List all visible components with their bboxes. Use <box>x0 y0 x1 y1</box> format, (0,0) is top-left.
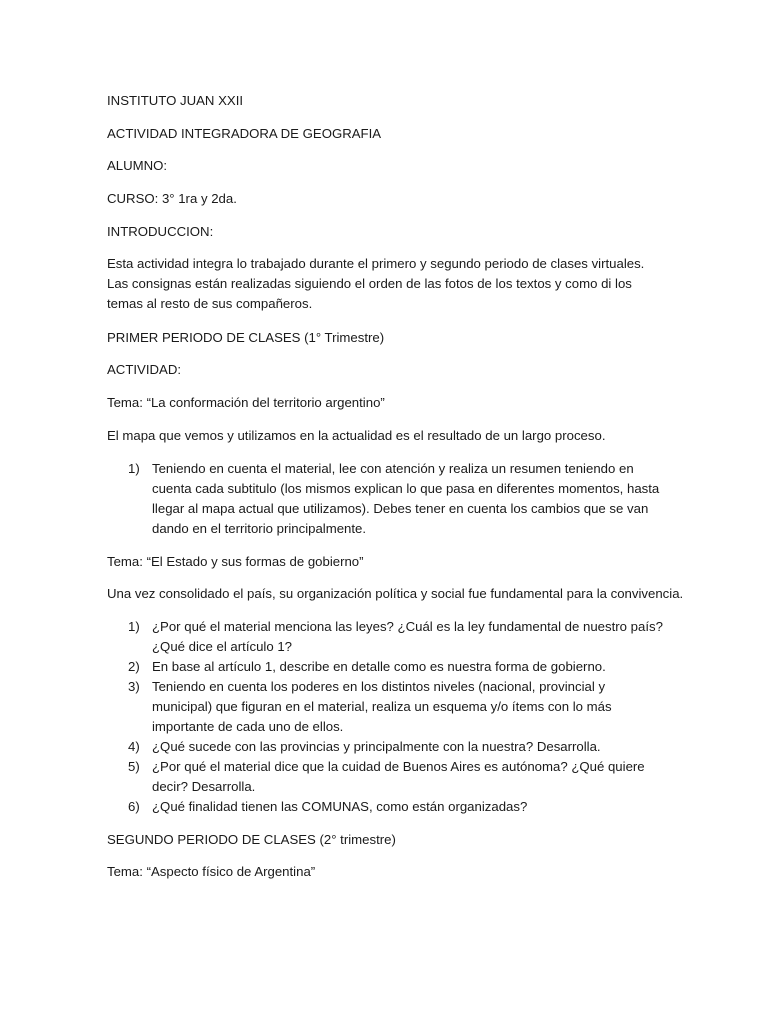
list-item <box>107 677 667 737</box>
list-item-text: ¿Por qué el material menciona las leyes? ¿Cuál es la ley fundamental de nuestro país? ¿Qué dice el artículo 1? <box>152 619 663 654</box>
list-item-text: ¿Qué sucede con las provincias y principalmente con la nuestra? Desarrolla. <box>152 739 601 754</box>
list-item-text: ¿Qué finalidad tienen las COMUNAS, como están organizadas? <box>152 799 528 814</box>
list-item-text: Teniendo en cuenta los poderes en los distintos niveles (nacional, provincial y municipal) que figuran en el material, realiza un esquema y/o ítems con lo más importante de cada uno de ellos. <box>152 679 612 734</box>
state-question-list <box>107 617 667 817</box>
student-label: ALUMNO: <box>107 158 168 173</box>
list-item <box>107 459 667 539</box>
topic-title-state: Tema: “El Estado y sus formas de gobierno” <box>107 554 364 569</box>
list-item-number: 4) <box>128 739 140 754</box>
topic-text-territory: El mapa que vemos y utilizamos en la actualidad es el resultado de un largo proceso. <box>107 428 606 443</box>
list-item <box>107 757 667 797</box>
course-label: CURSO: 3° 1ra y 2da. <box>107 191 237 206</box>
list-item-number: 5) <box>128 759 140 774</box>
territory-task-list <box>107 459 667 539</box>
second-period-heading: SEGUNDO PERIODO DE CLASES (2° trimestre) <box>107 832 396 847</box>
list-item-number: 2) <box>128 659 140 674</box>
list-item <box>107 797 667 817</box>
list-item-number: 1) <box>128 619 140 634</box>
list-item-number: 1) <box>128 461 140 476</box>
topic-title-physical: Tema: “Aspecto físico de Argentina” <box>107 864 316 879</box>
list-item-number: 3) <box>128 679 140 694</box>
institute-name: INSTITUTO JUAN XXII <box>107 93 244 108</box>
list-item-text: En base al artículo 1, describe en detalle como es nuestra forma de gobierno. <box>152 659 606 674</box>
list-item-text: ¿Por qué el material dice que la cuidad de Buenos Aires es autónoma? ¿Qué quiere decir? Desarrolla. <box>152 759 645 794</box>
first-period-heading: PRIMER PERIODO DE CLASES (1° Trimestre) <box>107 330 385 345</box>
activity-label: ACTIVIDAD: <box>107 362 182 377</box>
intro-paragraph: Esta actividad integra lo trabajado durante el primero y segundo periodo de clases virtuales. Las consignas están realizadas siguiendo el orden de las fotos de los textos y como di los temas al resto de sus compañeros. <box>107 256 645 312</box>
list-item <box>107 617 667 657</box>
activity-title: ACTIVIDAD INTEGRADORA DE GEOGRAFIA <box>107 126 382 141</box>
list-item-text: Teniendo en cuenta el material, lee con atención y realiza un resumen teniendo en cuenta cada subtitulo (los mismos explican lo que pasa en diferentes momentos, hasta llegar al mapa actual que utilizamos). Debes tener en cuenta los cambios que se van dando en el territorio principalmente. <box>152 461 660 536</box>
topic-text-state: Una vez consolidado el país, su organización política y social fue fundamental para la convivencia. <box>107 586 684 601</box>
topic-title-territory: Tema: “La conformación del territorio argentino” <box>107 395 385 410</box>
list-item <box>107 657 667 677</box>
intro-heading: INTRODUCCION: <box>107 224 214 239</box>
list-item <box>107 737 667 757</box>
list-item-number: 6) <box>128 799 140 814</box>
